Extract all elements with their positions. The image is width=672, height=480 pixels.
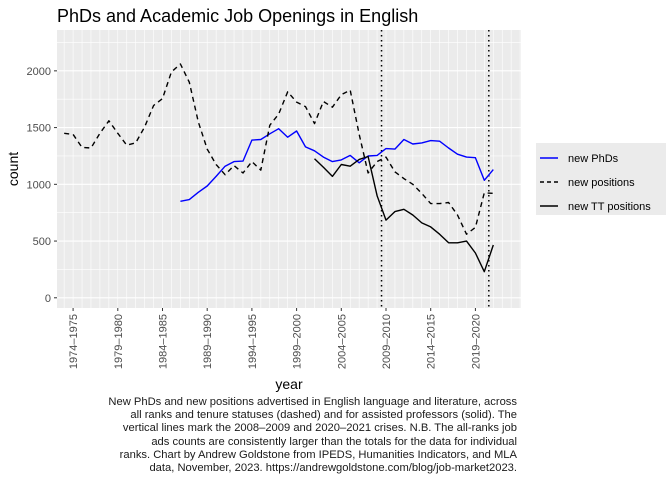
- y-tick-label: 2000: [26, 65, 51, 78]
- x-tick-label: 1979–1980: [112, 314, 125, 370]
- y-axis-label: count: [5, 151, 21, 187]
- x-tick-label: 1994–1995: [246, 314, 259, 370]
- chart-title: PhDs and Academic Job Openings in English: [57, 6, 419, 26]
- x-tick-label: 1989–1990: [202, 314, 215, 370]
- caption-line: vertical lines mark the 2008–2009 and 2020–2021 crises. N.B. The all-ranks job: [122, 422, 517, 435]
- x-axis-label: year: [275, 376, 303, 392]
- x-axis: [68, 308, 482, 369]
- caption-line: data, November, 2023. https://andrewgoldstone.com/blog/job-market2023.: [149, 462, 517, 475]
- legend-label-3: new TT positions: [568, 201, 651, 213]
- y-axis: [27, 66, 57, 305]
- caption-line: ranks. Chart by Andrew Goldstone from IPEDS, Humanities Indicators, and MLA: [119, 448, 517, 461]
- legend: [536, 143, 666, 215]
- legend-label-1: new PhDs: [568, 153, 619, 165]
- caption: [47, 396, 517, 475]
- x-tick-label: 1984–1985: [157, 314, 170, 370]
- x-tick-label: 1974–1975: [68, 314, 81, 370]
- y-tick-label: 0: [44, 292, 51, 305]
- y-tick-label: 1500: [26, 122, 51, 135]
- y-tick-label: 1000: [26, 179, 51, 192]
- x-tick-label: 2009–2010: [381, 314, 394, 370]
- caption-line: all ranks and tenure statuses (dashed) and for assisted professors (solid). The: [130, 409, 517, 422]
- x-tick-label: 1999–2000: [291, 314, 304, 370]
- x-tick-label: 2014–2015: [425, 314, 438, 370]
- y-tick-label: 500: [32, 236, 51, 249]
- x-tick-label: 2004–2005: [336, 314, 349, 370]
- legend-label-2: new positions: [568, 177, 635, 189]
- caption-line: New PhDs and new positions advertised in English language and literature, across: [108, 396, 517, 408]
- caption-line: ads counts are consistently larger than the totals for the data for individual: [151, 435, 517, 448]
- x-tick-label: 2019–2020: [470, 314, 483, 370]
